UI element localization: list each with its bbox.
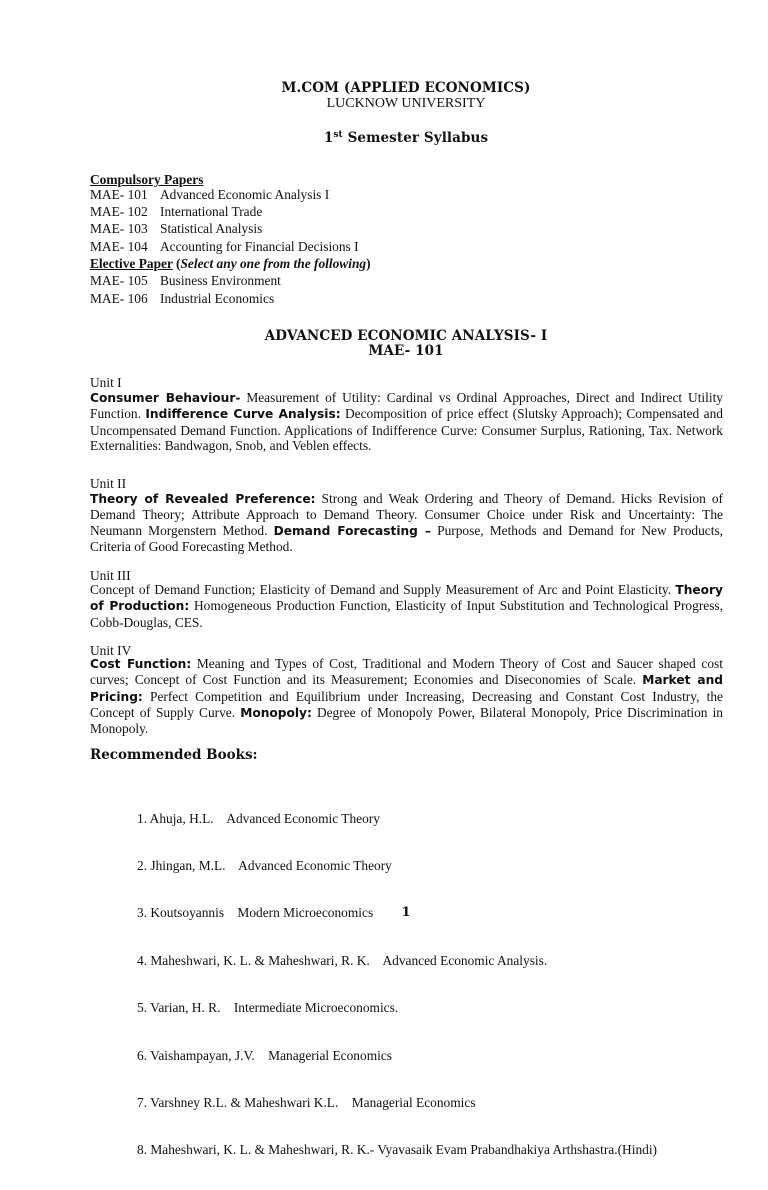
book-item: 6. Vaishampayan, J.V. Managerial Economics [137, 1047, 392, 1063]
paper-row [90, 272, 281, 289]
unit-body [90, 656, 723, 736]
paper-row [90, 290, 274, 307]
paper-row [90, 220, 262, 237]
topic-heading: Monopoly: [240, 705, 312, 720]
university-name: LUCKNOW UNIVERSITY [326, 96, 486, 111]
unit-body [90, 390, 723, 453]
topic-text: Strong and Weak Ordering and Theory of Demand. Hicks Revision of Demand Theory; Attribute Approach to Demand Theory. Consumer Choice under Risk and Uncertainty: The Neumann Morgenstern Method. [90, 491, 724, 538]
semester-text: Semester Syllabus [342, 130, 489, 146]
program-title: M.COM (APPLIED ECONOMICS) [281, 80, 531, 96]
topic-heading: Indifference Curve Analysis: [145, 407, 341, 422]
topic-heading: Market and Pricing: [90, 673, 723, 704]
unit-body [90, 491, 723, 554]
semester-suffix: st [333, 130, 343, 140]
books-list [137, 779, 657, 1190]
semester-heading [0, 130, 768, 146]
unit-body [90, 582, 723, 630]
book-item: 7. Varshney R.L. & Maheshwari K.L. Managerial Economics [137, 1094, 476, 1110]
book-item: 8. Maheshwari, K. L. & Maheshwari, R. K.- Vyavasaik Evam Prabandhakiya Arthshastra.(Hindi) [137, 1142, 658, 1158]
book-item: 1. Ahuja, H.L. Advanced Economic Theory [137, 810, 380, 826]
semester-number: 1 [323, 130, 334, 146]
topic-heading: Consumer Behaviour- [90, 391, 241, 405]
paper-title: International Trade [160, 204, 263, 219]
paper-row [90, 203, 262, 220]
topic-heading: Theory of Revealed Preference: [90, 492, 316, 506]
book-item: 2. Jhingan, M.L. Advanced Economic Theory [137, 857, 392, 873]
paper-code: MAE- 106 [90, 291, 148, 306]
paper-row [90, 186, 329, 203]
course-title: ADVANCED ECONOMIC ANALYSIS- I [264, 328, 548, 344]
compulsory-heading: Compulsory Papers [90, 172, 204, 187]
book-item: 4. Maheshwari, K. L. & Maheshwari, R. K. Advanced Economic Analysis. [137, 952, 548, 968]
unit-label: Unit III [90, 568, 131, 583]
books-heading: Recommended Books: [90, 747, 258, 763]
paper-title: Advanced Economic Analysis I [160, 187, 330, 202]
paper-title: Statistical Analysis [160, 221, 263, 236]
book-item: 5. Varian, H. R. Intermediate Microeconomics. [137, 1000, 399, 1016]
topic-text: Purpose, Methods and Demand for New Products, Criteria of Good Forecasting Method. [90, 522, 723, 554]
paper-code: MAE- 101 [90, 187, 148, 202]
topic-text: Degree of Monopoly Power, Bilateral Monopoly, Price Discrimination in Monopoly. [90, 704, 723, 737]
unit-label: Unit IV [90, 643, 132, 658]
topic-heading: Demand Forecasting – [273, 523, 432, 538]
paper-code: MAE- 104 [90, 239, 148, 254]
topic-text: Perfect Competition and Equilibrium under Increasing, Decreasing and Constant Cost Industry, the Concept of Supply Curve. [90, 688, 723, 720]
book-item: 3. Koutsoyannis Modern Microeconomics [137, 905, 374, 921]
topic-text: Meaning and Types of Cost, Traditional and Modern Theory of Cost and Saucer shaped cost curves; Concept of Cost Function and its Measurement; Economies and Diseconomies of Scale. [90, 656, 723, 688]
topic-text: Decomposition of price effect (Slutsky Approach); Compensated and Uncompensated Demand Function. Applications of Indifference Curve: Consumer Surplus, Rationing, Tax. Network Externalities: Bandwagon, Snob, and Veblen effects. [90, 406, 723, 453]
course-code: MAE- 101 [368, 343, 444, 359]
elective-label: Elective Paper [90, 256, 173, 271]
topic-text: Homogeneous Production Function, Elasticity of Input Substitution and Technological Progress, Cobb-Douglas, CES. [90, 598, 723, 630]
paper-title: Accounting for Financial Decisions I [160, 239, 359, 254]
elective-note: Select any one from the following [180, 256, 367, 271]
paper-code: MAE- 103 [90, 221, 148, 236]
paper-title: Industrial Economics [160, 291, 275, 306]
topic-heading: Cost Function: [90, 657, 192, 671]
topic-text: Measurement of Utility: Cardinal vs Ordinal Approaches, Direct and Indirect Utility Function. [90, 390, 723, 422]
topic-text: Concept of Demand Function; Elasticity of Demand and Supply Measurement of Arc and Point Elasticity. [90, 582, 676, 597]
paper-row [90, 238, 359, 255]
unit-label: Unit I [90, 375, 122, 390]
paper-code: MAE- 105 [90, 273, 148, 288]
topic-heading: Theory of Production: [90, 583, 723, 614]
paper-title: Business Environment [160, 273, 281, 288]
elective-heading: Elective Paper (Select any one from the following) [90, 256, 371, 271]
page-number: 1 [401, 905, 411, 920]
unit-label: Unit II [90, 476, 127, 491]
paper-code: MAE- 102 [90, 204, 148, 219]
